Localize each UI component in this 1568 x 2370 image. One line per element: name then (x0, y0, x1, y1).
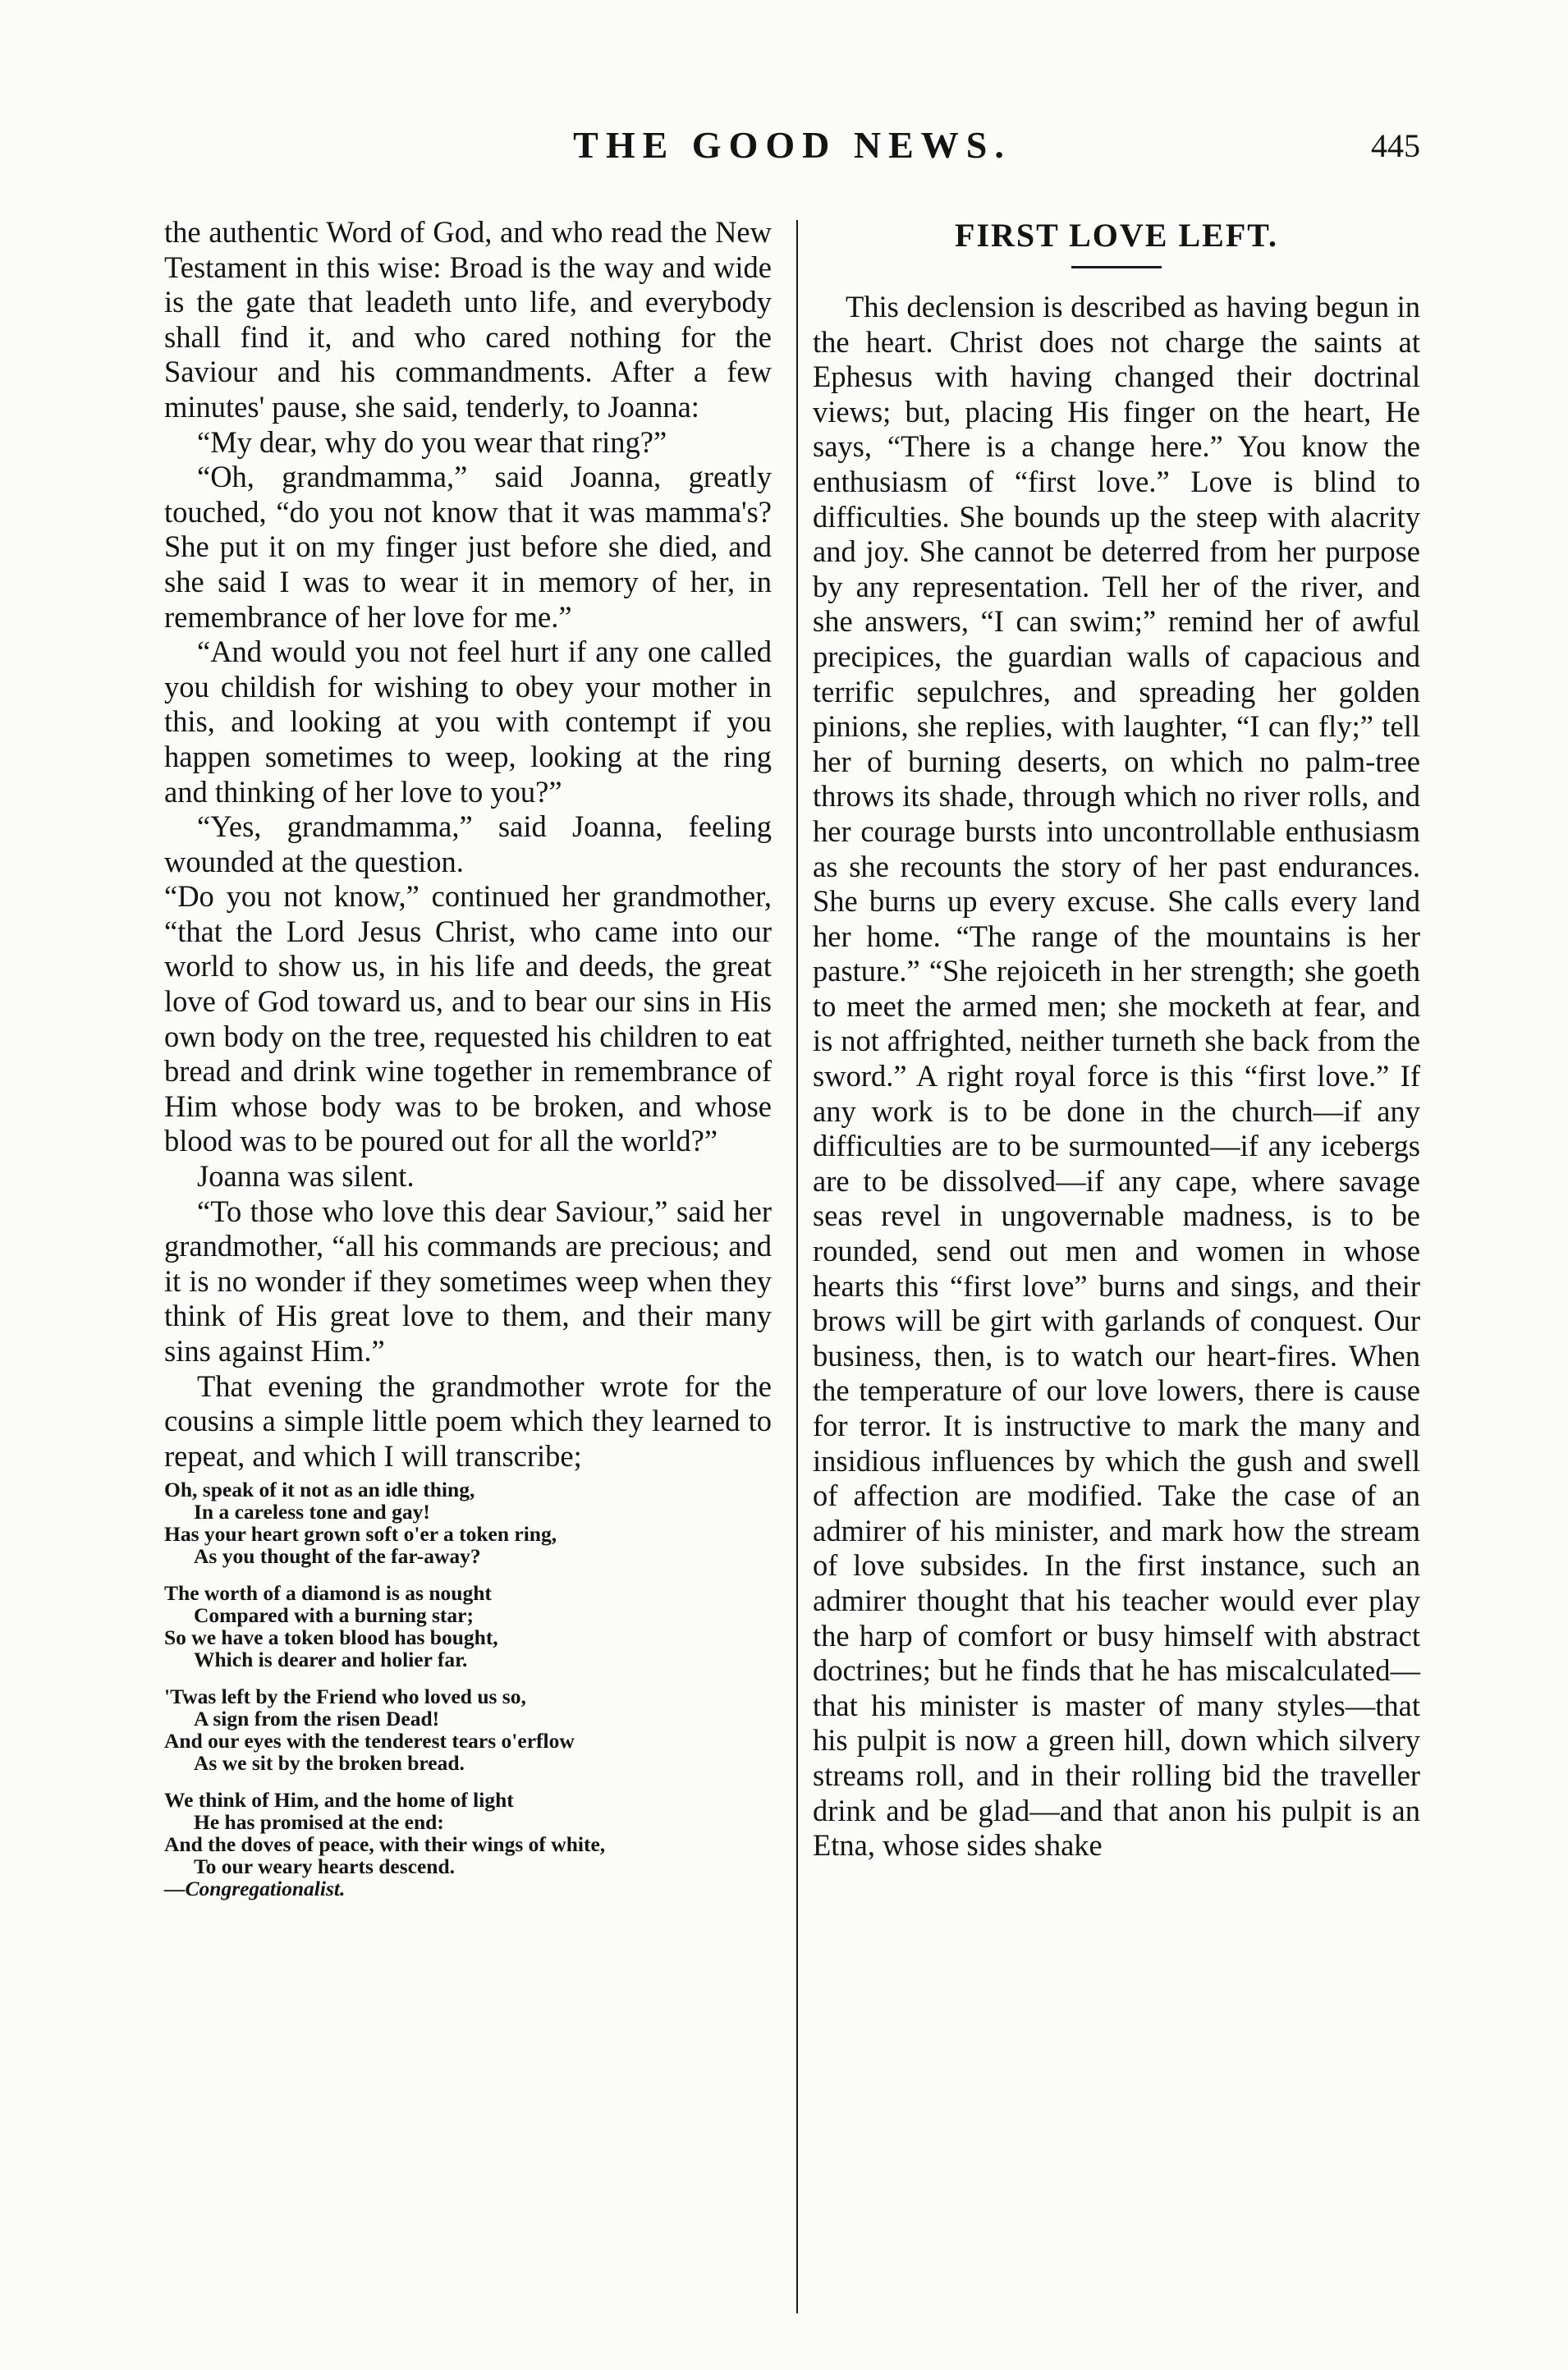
page-number: 445 (1371, 127, 1420, 164)
poem (164, 1478, 772, 1900)
poem-line: As you thought of the far-away? (194, 1544, 481, 1569)
paragraph: This declension is described as having begun in the heart. Christ does not charge the saints at Ephesus with having changed their doctrinal views; but, placing His finger on the heart, He says, “There is a change here.” You know the enthusiasm of “first love.” Love is blind to difficulties. She bounds up the steep with alacrity and joy. She cannot be deterred from her purpose by any representation. Tell her of the river, and she answers, “I can swim;” remind her of awful precipices, the guardian walls of capacious and terrific sepulchres, and spreading her golden pinions, she replies, with laughter, “I can fly;” tell her of burning deserts, on which no palm-tree throws its shade, through which no river rolls, and her courage bursts into uncontrollable enthusiasm as she recounts the story of her past endurances. She burns up every excuse. She calls every land her home. “The range of the mountains is her pasture.” “She rejoiceth in her strength; she goeth to meet the armed men; she mocketh at fear, and is not affrighted, neither turneth she back from the sword.” A right royal force is this “first love.” If any work is to be done in the church—if any difficulties are to be surmounted—if any icebergs are to be dissolved—if any cape, where savage seas revel in ungovernable madness, is to be rounded, send out men and women in whose hearts this “first love” burns and sings, and their brows will be girt with garlands of conquest. Our business, then, is to watch our heart-fires. When the temperature of our love lowers, there is cause for terror. It is instructive to mark the many and insidious influences by which the gush and swell of affection are modified. Take the case of an admirer of his minister, and mark how the stream of love subsides. In the first instance, such an admirer thought that his teacher would ever play the harp of comfort or busy himself with abstract doctrines; but he finds that he has miscalculated—that his minister is master of many styles—that his pulpit is now a green hill, down which silvery streams roll, and in their rolling bid the traveller drink and be glad—and that anon his pulpit is an Etna, whose sides shake (813, 290, 1420, 1863)
left-column (164, 215, 772, 1900)
running-title: THE GOOD NEWS. (573, 124, 1011, 166)
poem-line: 'Twas left by the Friend who loved us so, (164, 1685, 526, 1709)
title-rule (1071, 266, 1162, 268)
poem-line: A sign from the risen Dead! (194, 1707, 440, 1731)
running-head (164, 123, 1420, 167)
right-column (813, 215, 1420, 1863)
paragraph: That evening the grandmother wrote for the cousins a simple little poem which they learned to repeat, and which I will transcribe; (164, 1368, 772, 1473)
paragraph: “Oh, grandmamma,” said Joanna, greatly touched, “do you not know that it was mamma's? She put it on my finger just before she died, and she said I was to wear it in memory of her, in remembrance of her love for me.” (164, 460, 772, 634)
poem-line: Has your heart grown soft o'er a token ring, (164, 1522, 557, 1547)
paragraph: “My dear, why do you wear that ring?” (197, 424, 667, 459)
column-rule (796, 220, 798, 2313)
poem-line: And the doves of peace, with their wings of white, (164, 1832, 606, 1857)
poem-line: So we have a token blood has bought, (164, 1625, 498, 1650)
poem-stanza (164, 1685, 772, 1774)
poem-line: In a careless tone and gay! (194, 1500, 430, 1524)
paragraph: “Do you not know,” continued her grandmother, “that the Lord Jesus Christ, who came into our world to show us, in his life and deeds, the great love of God toward us, and to bear our sins in His own body on the tree, requested his children to eat bread and drink wine together in remembrance of Him whose body was to be broken, and whose blood was to be poured out for all the world?” (164, 879, 772, 1158)
paragraph: Joanna was silent. (197, 1159, 415, 1194)
poem-line: As we sit by the broken bread. (194, 1751, 465, 1776)
poem-stanza (164, 1478, 772, 1567)
paragraph: “Yes, grandmamma,” said Joanna, feeling wounded at the question. (164, 809, 772, 878)
poem-line: The worth of a diamond is as nought (164, 1581, 492, 1606)
section-title: FIRST LOVE LEFT. (955, 217, 1278, 254)
poem-line: We think of Him, and the home of light (164, 1788, 514, 1813)
paragraph: “And would you not feel hurt if any one called you childish for wishing to obey your mother in this, and looking at you with contempt if you happen sometimes to weep, looking at the ring and thinking of her love to you?” (164, 635, 772, 809)
poem-line: He has promised at the end: (194, 1810, 444, 1835)
poem-line: Compared with a burning star; (194, 1603, 474, 1628)
poem-line: And our eyes with the tenderest tears o'erflow (164, 1729, 575, 1753)
poem-line: Oh, speak of it not as an idle thing, (164, 1478, 475, 1502)
poem-stanza (164, 1789, 772, 1877)
paragraph: “To those who love this dear Saviour,” said her grandmother, “all his commands are precious; and it is no wonder if they sometimes weep when they think of His great love to them, and their many sins against Him.” (164, 1194, 772, 1368)
poem-stanza (164, 1582, 772, 1671)
paragraph: the authentic Word of God, and who read the New Testament in this wise: Broad is the way and wide is the gate that leadeth unto life, and everybody shall find it, and who cared nothing for the Saviour and his commandments. After a few minutes' pause, she said, tenderly, to Joanna: (164, 215, 772, 424)
poem-line: Which is dearer and holier far. (194, 1648, 468, 1672)
poem-line: To our weary hearts descend. (194, 1854, 456, 1879)
poem-attribution: —Congregationalist. (164, 1877, 346, 1901)
